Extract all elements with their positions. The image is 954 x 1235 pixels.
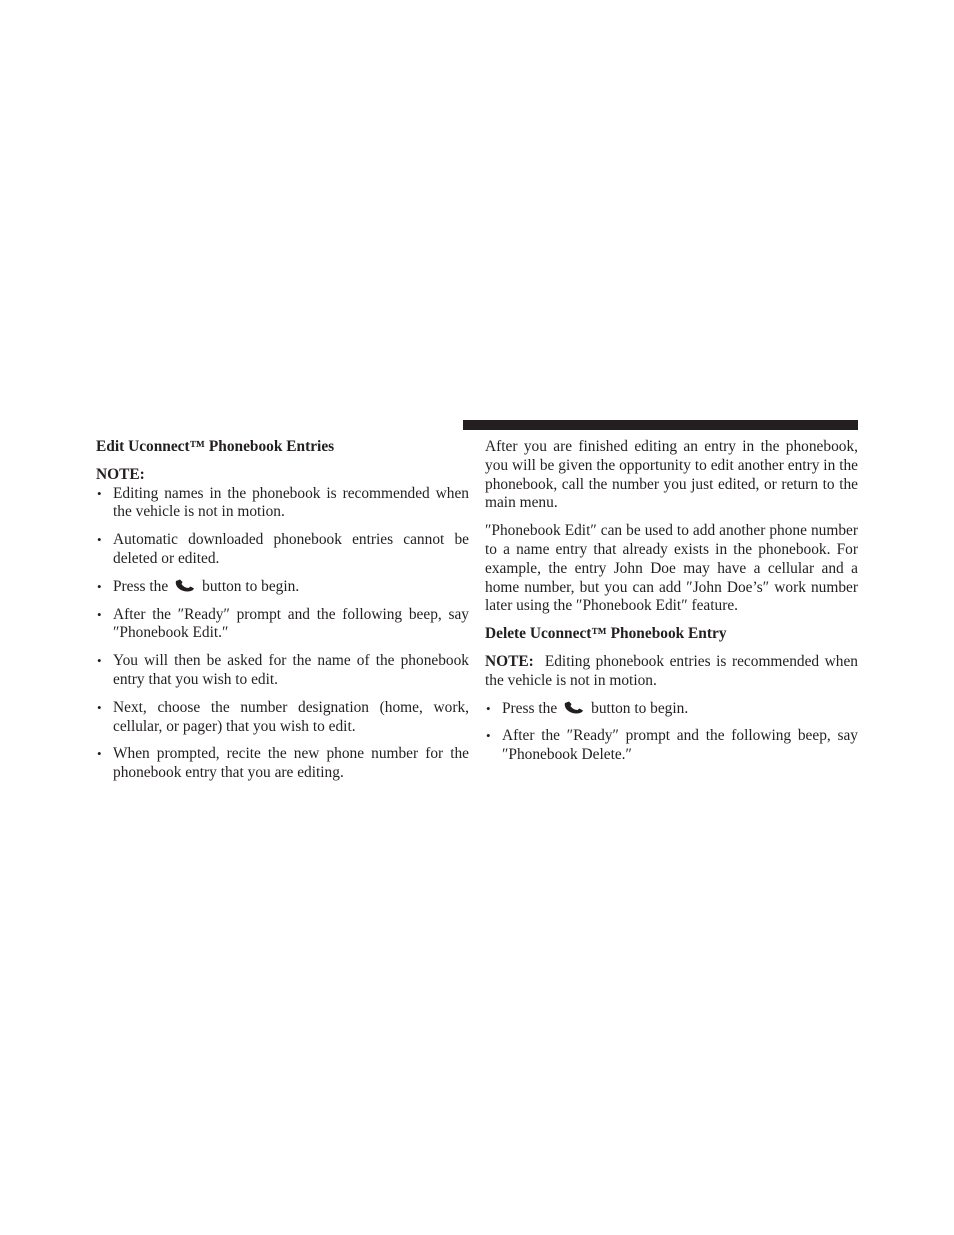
list-item <box>96 578 469 597</box>
press-text: button to begin. <box>202 577 300 595</box>
list-item: • Next, choose the number designation (home, work, cellular, or pager) that you wish to edit. <box>96 699 469 737</box>
press-text: Press the <box>502 699 558 717</box>
note-label: NOTE: <box>96 465 145 483</box>
list-item: • Automatic downloaded phonebook entries cannot be deleted or edited. <box>96 531 469 569</box>
right-column <box>485 438 858 774</box>
list-item: • After the ″Ready″ prompt and the following beep, say ″Phonebook Edit.″ <box>96 606 469 644</box>
list-item: • Editing names in the phonebook is recommended when the vehicle is not in motion. <box>96 485 469 523</box>
edit-steps-list <box>96 485 469 783</box>
phone-icon <box>174 579 196 593</box>
paragraph: After you are finished editing an entry in the phonebook, you will be given the opportunity to edit another entry in the phonebook, call the number you just edited, or return to the main menu. <box>485 438 858 512</box>
note-label: NOTE: <box>485 652 534 670</box>
list-item: • When prompted, recite the new phone number for the phonebook entry that you are editing. <box>96 745 469 783</box>
note-text: Editing phonebook entries is recommended when the vehicle is not in motion. <box>485 652 859 689</box>
edit-section-heading: Edit Uconnect™ Phonebook Entries <box>96 438 335 455</box>
press-text: button to begin. <box>591 699 689 717</box>
paragraph: ″Phonebook Edit″ can be used to add another phone number to a name entry that already exists in the phonebook. For example, the entry John Doe may have a cellular and a home number, but you can add ″John Doe’s″ work number later using the ″Phonebook Edit″ feature. <box>485 522 858 615</box>
note-paragraph <box>485 653 858 691</box>
phone-icon <box>563 701 585 715</box>
list-item: • You will then be asked for the name of the phonebook entry that you wish to edit. <box>96 652 469 690</box>
delete-section-heading: Delete Uconnect™ Phonebook Entry <box>485 625 727 643</box>
list-item <box>485 700 858 719</box>
press-text: Press the <box>113 577 169 595</box>
left-column <box>96 438 469 792</box>
list-item: • After the ″Ready″ prompt and the following beep, say ″Phonebook Delete.″ <box>485 727 858 765</box>
section-rule <box>463 420 858 430</box>
delete-steps-list <box>485 700 858 765</box>
